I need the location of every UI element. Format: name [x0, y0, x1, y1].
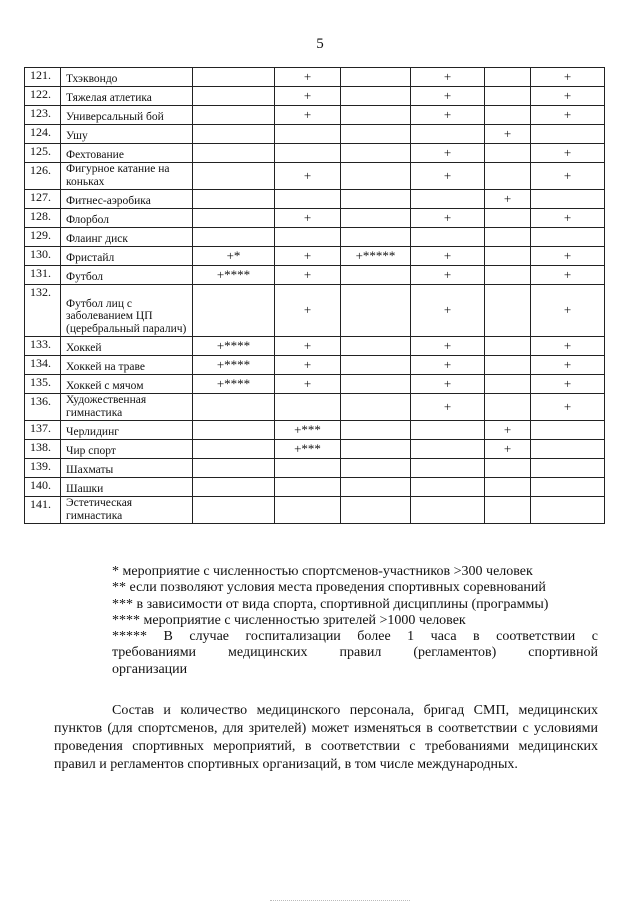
mark-cell: +	[275, 266, 341, 285]
mark-cell	[275, 459, 341, 478]
mark-cell	[531, 440, 605, 459]
mark-cell	[341, 144, 411, 163]
mark-cell: +	[411, 209, 485, 228]
table-row	[25, 125, 605, 144]
mark-cell: +	[531, 356, 605, 375]
mark-cell	[411, 125, 485, 144]
mark-cell: +	[411, 375, 485, 394]
table-row	[25, 459, 605, 478]
mark-cell: +	[275, 68, 341, 87]
mark-cell: +	[411, 247, 485, 266]
mark-cell	[275, 394, 341, 421]
mark-cell	[341, 337, 411, 356]
mark-cell	[341, 375, 411, 394]
row-number: 127.	[25, 190, 61, 209]
mark-cell	[485, 68, 531, 87]
mark-cell: +***	[275, 421, 341, 440]
mark-cell	[485, 394, 531, 421]
mark-cell	[341, 478, 411, 497]
mark-cell: +	[275, 285, 341, 337]
sport-name: Хоккей с мячом	[61, 375, 193, 394]
table-row	[25, 375, 605, 394]
mark-cell	[193, 209, 275, 228]
mark-cell	[485, 163, 531, 190]
mark-cell	[411, 459, 485, 478]
sport-name: Фристайл	[61, 247, 193, 266]
mark-cell	[275, 190, 341, 209]
mark-cell: +	[531, 247, 605, 266]
mark-cell	[485, 266, 531, 285]
mark-cell: +	[531, 266, 605, 285]
row-number: 139.	[25, 459, 61, 478]
bottom-dotted-line	[270, 900, 410, 901]
mark-cell	[193, 285, 275, 337]
body-paragraph: Состав и количество медицинского персонала, бригад СМП, медицинских пунктов (для спортсменов, для зрителей) может изменяться в соответствии с условиями проведения спортивных мероприятий, в соответствии с требованиями медицинских правил и регламентов спортивных организаций, в том числе международных.	[54, 703, 598, 772]
mark-cell: +	[531, 68, 605, 87]
sport-name: Шахматы	[61, 459, 193, 478]
sports-table	[24, 67, 605, 524]
mark-cell	[341, 421, 411, 440]
mark-cell	[485, 209, 531, 228]
mark-cell: +	[411, 394, 485, 421]
mark-cell	[193, 394, 275, 421]
mark-cell: +	[485, 440, 531, 459]
mark-cell	[341, 87, 411, 106]
table-row	[25, 356, 605, 375]
row-number: 132.	[25, 285, 61, 337]
row-number: 140.	[25, 478, 61, 497]
row-number: 138.	[25, 440, 61, 459]
row-number: 126.	[25, 163, 61, 190]
mark-cell	[193, 163, 275, 190]
sport-name: Чир спорт	[61, 440, 193, 459]
sport-name: Футбол лиц с заболеванием ЦП (церебральный паралич)	[61, 285, 193, 337]
mark-cell: +	[531, 375, 605, 394]
mark-cell	[411, 497, 485, 524]
page-number: 5	[316, 36, 324, 52]
mark-cell: +****	[193, 337, 275, 356]
footnote-5-line-2: требованиями медицинских правил (регламентов) спортивной	[112, 645, 598, 661]
mark-cell	[341, 285, 411, 337]
table-row	[25, 209, 605, 228]
row-number: 133.	[25, 337, 61, 356]
mark-cell	[193, 478, 275, 497]
mark-cell	[531, 125, 605, 144]
sport-name: Флаинг диск	[61, 228, 193, 247]
mark-cell	[193, 459, 275, 478]
mark-cell	[193, 144, 275, 163]
mark-cell: +	[531, 394, 605, 421]
mark-cell: +****	[193, 375, 275, 394]
row-number: 134.	[25, 356, 61, 375]
mark-cell	[341, 209, 411, 228]
mark-cell	[341, 228, 411, 247]
mark-cell	[485, 375, 531, 394]
table-row	[25, 247, 605, 266]
table-row	[25, 285, 605, 337]
mark-cell	[341, 163, 411, 190]
mark-cell	[193, 228, 275, 247]
mark-cell	[411, 228, 485, 247]
sport-name: Тхэквондо	[61, 68, 193, 87]
mark-cell: +	[275, 209, 341, 228]
sport-name: Фитнес-аэробика	[61, 190, 193, 209]
mark-cell	[193, 106, 275, 125]
mark-cell	[193, 497, 275, 524]
mark-cell	[341, 497, 411, 524]
row-number: 137.	[25, 421, 61, 440]
mark-cell	[531, 190, 605, 209]
mark-cell: +	[275, 356, 341, 375]
mark-cell	[411, 190, 485, 209]
mark-cell	[193, 440, 275, 459]
table-row	[25, 440, 605, 459]
row-number: 141.	[25, 497, 61, 524]
table-row	[25, 106, 605, 125]
mark-cell	[485, 106, 531, 125]
mark-cell: +	[275, 337, 341, 356]
row-number: 122.	[25, 87, 61, 106]
mark-cell: +****	[193, 266, 275, 285]
footnote-3: *** в зависимости от вида спорта, спортивной дисциплины (программы)	[112, 596, 549, 612]
mark-cell	[531, 228, 605, 247]
mark-cell	[411, 478, 485, 497]
table-row	[25, 421, 605, 440]
mark-cell	[485, 228, 531, 247]
mark-cell: +****	[193, 356, 275, 375]
mark-cell	[531, 478, 605, 497]
sport-name: Черлидинг	[61, 421, 193, 440]
mark-cell	[411, 421, 485, 440]
mark-cell	[341, 125, 411, 144]
row-number: 135.	[25, 375, 61, 394]
sport-name: Хоккей	[61, 337, 193, 356]
mark-cell: +*****	[341, 247, 411, 266]
footnote-5-line-1: ***** В случае госпитализации более 1 часа в соответствии с	[112, 629, 598, 645]
mark-cell	[341, 266, 411, 285]
mark-cell	[193, 87, 275, 106]
table-row	[25, 144, 605, 163]
mark-cell: +	[411, 285, 485, 337]
mark-cell: +	[411, 266, 485, 285]
mark-cell	[275, 497, 341, 524]
mark-cell: +	[411, 106, 485, 125]
mark-cell: +	[531, 285, 605, 337]
mark-cell	[531, 459, 605, 478]
mark-cell	[193, 68, 275, 87]
table-row	[25, 394, 605, 421]
table-row	[25, 478, 605, 497]
mark-cell	[341, 68, 411, 87]
mark-cell	[485, 459, 531, 478]
mark-cell: +	[411, 68, 485, 87]
mark-cell	[411, 440, 485, 459]
mark-cell	[485, 497, 531, 524]
mark-cell: +	[411, 337, 485, 356]
table-row	[25, 163, 605, 190]
sport-name: Шашки	[61, 478, 193, 497]
mark-cell: +	[485, 190, 531, 209]
mark-cell	[341, 440, 411, 459]
mark-cell: +	[411, 356, 485, 375]
mark-cell: +	[531, 106, 605, 125]
mark-cell	[485, 247, 531, 266]
mark-cell: +	[275, 247, 341, 266]
row-number: 124.	[25, 125, 61, 144]
sport-name: Фехтование	[61, 144, 193, 163]
mark-cell: +	[531, 209, 605, 228]
mark-cell	[341, 356, 411, 375]
mark-cell	[193, 125, 275, 144]
row-number: 130.	[25, 247, 61, 266]
row-number: 131.	[25, 266, 61, 285]
row-number: 121.	[25, 68, 61, 87]
row-number: 128.	[25, 209, 61, 228]
sport-name: Ушу	[61, 125, 193, 144]
table-row	[25, 266, 605, 285]
sport-name: Хоккей на траве	[61, 356, 193, 375]
mark-cell	[531, 421, 605, 440]
mark-cell: +	[411, 163, 485, 190]
mark-cell	[341, 190, 411, 209]
mark-cell	[531, 497, 605, 524]
footnote-2: ** если позволяют условия места проведения спортивных соревнований	[112, 580, 546, 596]
mark-cell	[275, 478, 341, 497]
table-row	[25, 190, 605, 209]
mark-cell: +	[531, 163, 605, 190]
sport-name: Универсальный бой	[61, 106, 193, 125]
mark-cell: +	[485, 421, 531, 440]
mark-cell	[275, 144, 341, 163]
row-number: 136.	[25, 394, 61, 421]
mark-cell: +	[411, 144, 485, 163]
sport-name: Художественная гимнастика	[61, 394, 193, 421]
sport-name: Тяжелая атлетика	[61, 87, 193, 106]
table-row	[25, 87, 605, 106]
mark-cell	[485, 478, 531, 497]
sport-name: Флорбол	[61, 209, 193, 228]
footnote-1: * мероприятие с численностью спортсменов-участников >300 человек	[112, 564, 533, 579]
mark-cell: +	[275, 106, 341, 125]
mark-cell: +	[411, 87, 485, 106]
mark-cell: +	[275, 87, 341, 106]
table-row	[25, 337, 605, 356]
footnotes	[112, 564, 598, 678]
mark-cell: +	[275, 163, 341, 190]
table-row	[25, 497, 605, 524]
mark-cell	[193, 421, 275, 440]
mark-cell	[275, 228, 341, 247]
mark-cell	[341, 106, 411, 125]
table-row	[25, 68, 605, 87]
mark-cell: +	[531, 87, 605, 106]
mark-cell	[485, 337, 531, 356]
footnote-4: **** мероприятие с численностью зрителей >1000 человек	[112, 612, 466, 628]
mark-cell	[485, 87, 531, 106]
mark-cell	[341, 394, 411, 421]
mark-cell: +*	[193, 247, 275, 266]
mark-cell: +***	[275, 440, 341, 459]
mark-cell	[485, 285, 531, 337]
mark-cell	[485, 144, 531, 163]
footnote-5-line-3: организации	[112, 661, 188, 677]
sport-name: Эстетическая гимнастика	[61, 497, 193, 524]
mark-cell	[193, 190, 275, 209]
mark-cell: +	[275, 375, 341, 394]
sport-name: Фигурное катание на коньках	[61, 163, 193, 190]
mark-cell: +	[531, 337, 605, 356]
sport-name: Футбол	[61, 266, 193, 285]
mark-cell	[275, 125, 341, 144]
row-number: 129.	[25, 228, 61, 247]
row-number: 125.	[25, 144, 61, 163]
mark-cell: +	[485, 125, 531, 144]
table-body	[25, 68, 605, 524]
mark-cell	[485, 356, 531, 375]
row-number: 123.	[25, 106, 61, 125]
mark-cell: +	[531, 144, 605, 163]
table-row	[25, 228, 605, 247]
mark-cell	[341, 459, 411, 478]
